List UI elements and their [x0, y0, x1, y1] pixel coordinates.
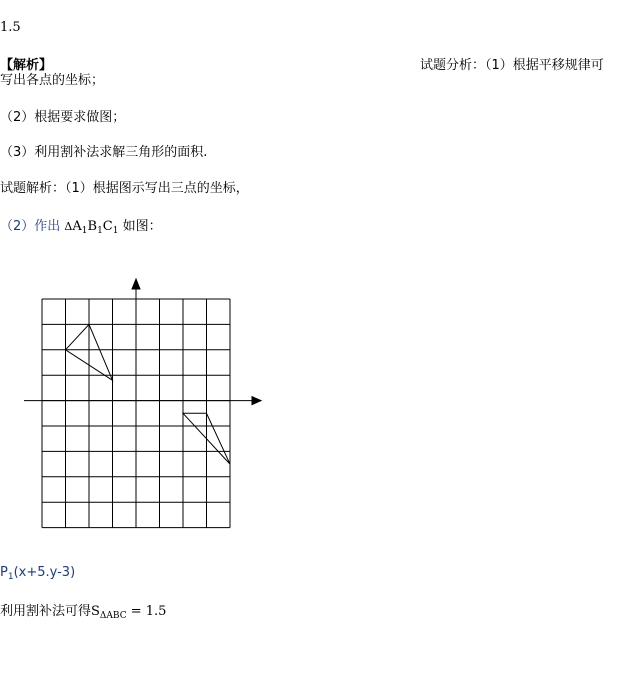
p1-sub: 1 [7, 572, 14, 582]
solution-line-2-suffix: 如图： [122, 219, 162, 234]
vertex-c-sub: 1 [112, 226, 119, 236]
solution-line-1: 试题解析：（1）根据图示写出三点的坐标， [0, 181, 249, 196]
p1-expr: (x+5.y-3) [13, 565, 76, 580]
vertex-a: A [72, 219, 82, 234]
analysis-label: 【解析】 [0, 58, 53, 73]
area-line [0, 604, 166, 624]
step-3-text: （3）利用割补法求解三角形的面积. [0, 145, 208, 160]
x-axis-arrow-icon [252, 397, 261, 405]
solution-line-2-prefix: （2）作出 [0, 219, 61, 234]
y-axis-arrow-icon [132, 279, 140, 289]
vertex-b-sub: 1 [97, 226, 103, 236]
answer-value: 1.5 [0, 20, 21, 35]
step-2-text: （2）根据要求做图； [0, 110, 126, 125]
vertex-c: C [102, 219, 113, 234]
vertex-a-sub: 1 [81, 226, 88, 236]
p1-formula [0, 565, 75, 585]
area-prefix: 利用割补法可得 [0, 604, 92, 619]
area-s: S [91, 604, 100, 619]
triangle-symbol: Δ [64, 220, 73, 233]
area-s-sub: ΔABC [99, 611, 127, 621]
analysis-text-line2: 写出各点的坐标； [0, 73, 105, 88]
area-eq: = 1.5 [126, 604, 167, 619]
p1-main: P [0, 565, 8, 580]
analysis-text-right: 试题分析：（1）根据平移规律可 [420, 58, 604, 73]
vertex-b: B [87, 219, 98, 234]
